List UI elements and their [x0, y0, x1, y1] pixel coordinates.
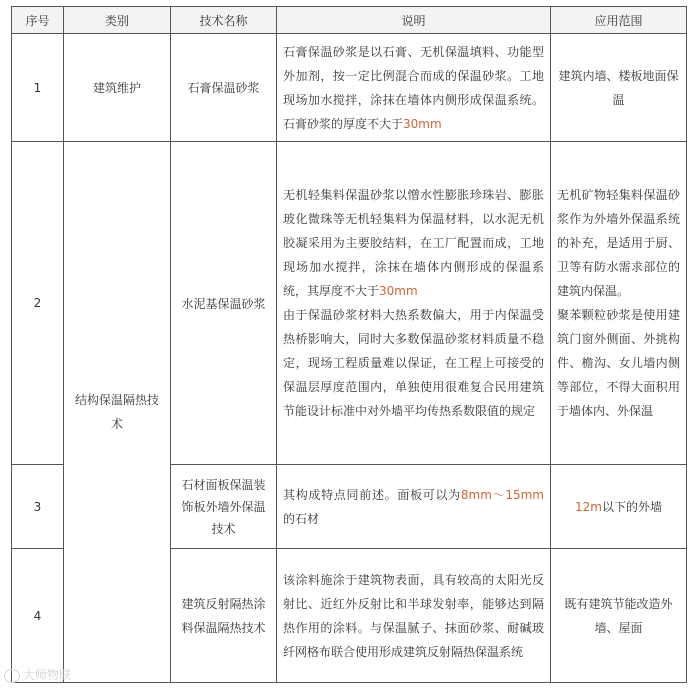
- table-row: [12, 142, 687, 465]
- merged-category: 结构保温隔热技术: [64, 142, 171, 683]
- header-tech-name: 技术名称: [171, 7, 277, 34]
- row-no: 2: [12, 142, 64, 465]
- row-no: 4: [12, 549, 64, 683]
- scope-highlight: 12m: [575, 500, 602, 514]
- row-no: 3: [12, 465, 64, 549]
- description-text: 由于保温砂浆材料大热系数偏大，用于内保温受热桥影响大，同时大多数保温砂浆材料质量不稳定，现场工程质量难以保证，在工程上可接受的保温层厚度范围内，单独使用很难复合民用建筑节能设计标准中对外墙平均传热系数限值的规定: [283, 308, 544, 418]
- description-highlight: 30mm: [403, 116, 442, 131]
- row-scope: 建筑内墙、楼板地面保温: [551, 34, 687, 142]
- watermark-text: 大师物联: [23, 668, 72, 682]
- insulation-tech-table: [11, 6, 687, 683]
- description-highlight: 30mm: [379, 284, 418, 298]
- row-scope: [551, 142, 687, 465]
- header-description: 说明: [277, 7, 551, 34]
- row-scope: 既有建筑节能改造外墙、屋面: [551, 549, 687, 683]
- header-scope: 应用范围: [551, 7, 687, 34]
- row-tech-name: 石材面板保温装饰板外墙外保温技术: [171, 465, 277, 549]
- row-tech-name: 建筑反射隔热涂料保温隔热技术: [171, 549, 277, 683]
- watermark: [4, 666, 71, 683]
- scope-text: 以下的外墙: [601, 500, 662, 514]
- description-text: 其构成特点同前述。面板可以为: [283, 487, 461, 502]
- row-description: [277, 142, 551, 465]
- row-tech-name: 石膏保温砂浆: [171, 34, 277, 142]
- row-tech-name: 水泥基保温砂浆: [171, 142, 277, 465]
- row-description: [277, 34, 551, 142]
- watermark-logo-icon: [4, 669, 20, 683]
- scope-text: 无机矿物轻集料保温砂浆作为外墙外保温系统的补充，是适用于厨、卫等有防水需求部位的建筑内保温。: [557, 188, 680, 298]
- row-description: [277, 465, 551, 549]
- description-text: 无机轻集料保温砂浆以憎水性膨胀珍珠岩、膨胀玻化微珠等无机轻集料为保温材料，以水泥无机胶凝采用为主要胶结料，在工厂配置而成，工地现场加水搅拌，涂抹在墙体内侧形成的保温系统，其厚度不大于: [283, 188, 544, 298]
- header-category: 类别: [64, 7, 171, 34]
- description-highlight: 8mm～15mm: [460, 487, 544, 502]
- row-description: 该涂料施涂于建筑物表面，具有较高的太阳光反射比、近红外反射比和半球发射率，能够达到隔热作用的涂料。与保温腻子、抹面砂浆、耐碱玻纤网格布联合使用形成建筑反射隔热保温系统: [277, 549, 551, 683]
- header-row: [12, 7, 687, 34]
- row-scope: [551, 465, 687, 549]
- row-category: 建筑维护: [64, 34, 171, 142]
- header-no: 序号: [12, 7, 64, 34]
- description-text: 石膏保温砂浆是以石膏、无机保温填料、功能型外加剂，按一定比例混合而成的保温砂浆。工地现场加水搅拌，涂抹在墙体内侧形成保温系统。石膏砂浆的厚度不大于: [283, 44, 544, 131]
- scope-text: 聚苯颗粒砂浆是使用建筑门窗外侧面、外挑构件、檐沟、女儿墙内侧等部位，不得大面积用于墙体内、外保温: [557, 308, 680, 418]
- row-no: 1: [12, 34, 64, 142]
- description-text: 的石材: [283, 511, 320, 526]
- table-row: [12, 34, 687, 142]
